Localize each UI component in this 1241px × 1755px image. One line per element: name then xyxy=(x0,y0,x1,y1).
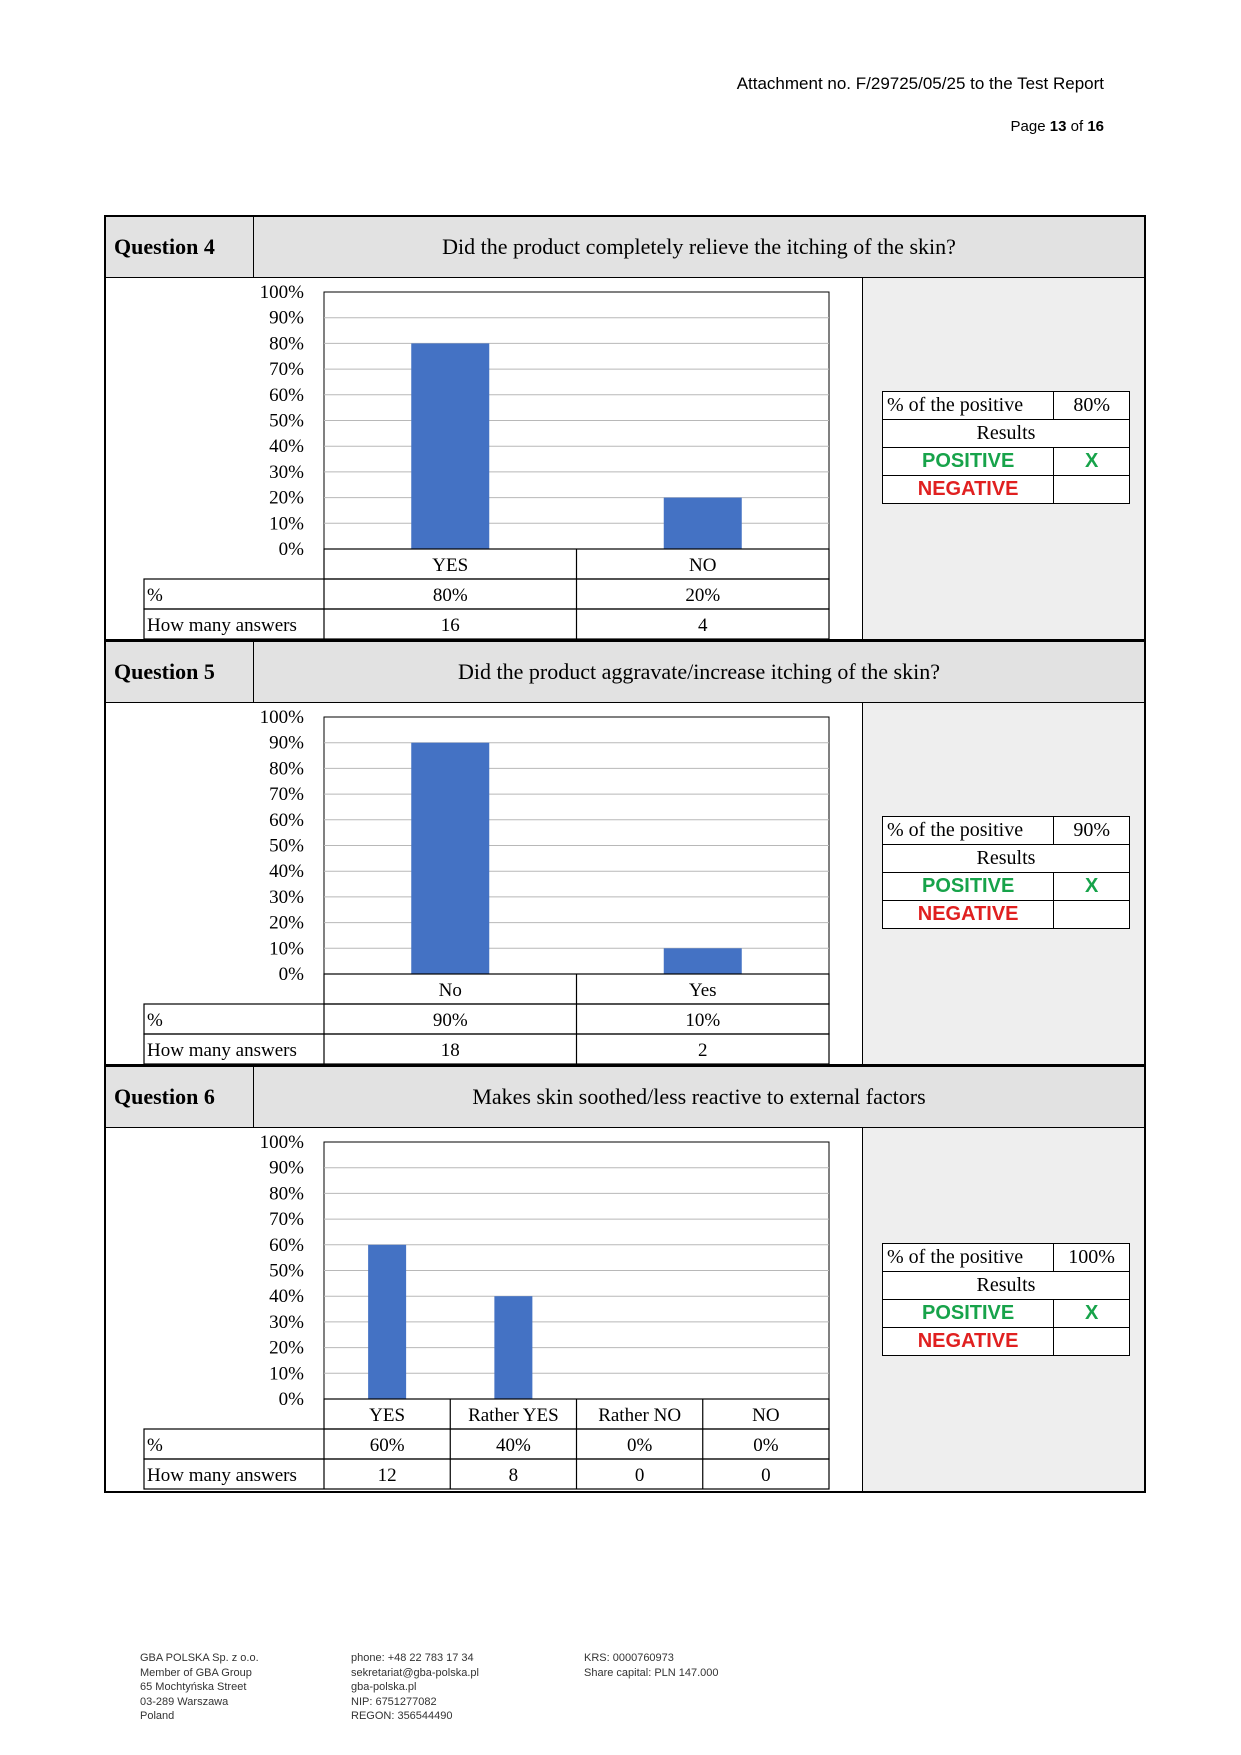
y-tick-label: 60% xyxy=(269,809,304,831)
y-tick-label: 10% xyxy=(269,1363,304,1385)
y-tick-label: 100% xyxy=(259,282,304,303)
y-tick-label: 50% xyxy=(269,1260,304,1282)
positive-label: POSITIVE xyxy=(883,448,1054,476)
page-total: 16 xyxy=(1087,118,1104,135)
percent-cell: 0% xyxy=(753,1435,779,1456)
footer-line: phone: +48 22 783 17 34 xyxy=(351,1652,474,1664)
negative-label: NEGATIVE xyxy=(883,476,1054,504)
percent-cell: 40% xyxy=(495,1435,531,1456)
results-label: Results xyxy=(883,1272,1130,1300)
y-tick-label: 20% xyxy=(269,487,304,509)
y-tick-label: 40% xyxy=(269,861,304,883)
category-label: YES xyxy=(432,555,469,576)
results-panel xyxy=(862,1128,1144,1491)
percent-cell: 0% xyxy=(626,1435,653,1456)
footer-line: 65 Mochtyńska Street xyxy=(140,1681,247,1693)
negative-mark xyxy=(1054,476,1130,504)
y-tick-label: 0% xyxy=(278,964,304,985)
y-tick-label: 100% xyxy=(259,1132,304,1153)
question-header xyxy=(106,1067,1144,1128)
count-cell: 4 xyxy=(698,615,708,636)
footer-line: GBA POLSKA Sp. z o.o. xyxy=(140,1652,259,1664)
y-tick-label: 70% xyxy=(269,1209,304,1231)
question-block-4 xyxy=(104,215,1146,641)
y-tick-label: 20% xyxy=(269,1337,304,1359)
y-tick-label: 70% xyxy=(269,784,304,806)
count-cell: 0 xyxy=(634,1465,645,1486)
row-label: How many answers xyxy=(147,1465,297,1486)
results-table xyxy=(882,391,1130,504)
footer-contact xyxy=(351,1651,479,1724)
bar-chart xyxy=(106,1128,862,1490)
percent-cell: 90% xyxy=(432,1010,468,1031)
page-current: 13 xyxy=(1049,118,1067,135)
bar-no xyxy=(664,498,742,549)
percent-positive-label: % of the positive xyxy=(883,817,1054,845)
category-label: Yes xyxy=(688,980,717,1001)
category-label: Rather NO xyxy=(598,1405,682,1426)
bar-yes xyxy=(411,343,489,549)
footer-line: 03-289 Warszawa xyxy=(140,1695,229,1708)
y-tick-label: 50% xyxy=(269,410,304,432)
category-label: Rather YES xyxy=(468,1405,559,1426)
row-label: % xyxy=(147,585,163,606)
count-cell: 16 xyxy=(440,615,460,636)
bar-yes xyxy=(664,948,742,974)
results-panel xyxy=(862,278,1144,639)
y-tick-label: 80% xyxy=(269,333,304,355)
results-label: Results xyxy=(883,845,1130,873)
y-tick-label: 80% xyxy=(269,1183,304,1205)
footer-line: Member of GBA Group xyxy=(140,1666,252,1679)
footer-line: gba-polska.pl xyxy=(351,1681,417,1693)
category-label: No xyxy=(438,980,462,1001)
percent-positive-value: 100% xyxy=(1054,1244,1130,1272)
y-tick-label: 70% xyxy=(269,359,304,381)
count-cell: 2 xyxy=(698,1040,708,1061)
table-row xyxy=(144,1004,829,1034)
percent-positive-value: 90% xyxy=(1054,817,1130,845)
attachment-reference: Attachment no. F/29725/05/25 to the Test Report xyxy=(736,74,1104,93)
table-row xyxy=(144,1429,829,1459)
row-label: % xyxy=(147,1010,163,1031)
footer-line: Poland xyxy=(140,1710,175,1722)
count-cell: 18 xyxy=(440,1040,460,1061)
row-label: How many answers xyxy=(147,1040,297,1061)
footer-registry xyxy=(584,1651,719,1680)
question-label: Question 5 xyxy=(106,642,254,702)
count-cell: 8 xyxy=(508,1465,519,1486)
y-tick-label: 50% xyxy=(269,835,304,857)
count-cell: 12 xyxy=(377,1465,397,1486)
question-title: Did the product aggravate/increase itching of the skin? xyxy=(458,659,940,684)
y-tick-label: 30% xyxy=(269,886,304,908)
y-tick-label: 0% xyxy=(278,539,304,560)
footer-line: sekretariat@gba-polska.pl xyxy=(351,1666,479,1679)
results-table xyxy=(882,1243,1130,1356)
page-of: of xyxy=(1070,118,1084,135)
footer-line: NIP: 6751277082 xyxy=(351,1695,437,1708)
y-tick-label: 30% xyxy=(269,461,304,483)
negative-label: NEGATIVE xyxy=(883,1328,1054,1356)
bar-rather-yes xyxy=(494,1296,532,1399)
question-header xyxy=(106,217,1144,278)
y-tick-label: 90% xyxy=(269,1157,304,1179)
category-label: NO xyxy=(752,1405,780,1426)
footer-company xyxy=(140,1651,259,1724)
table-row xyxy=(144,579,829,609)
question-title: Did the product completely relieve the itching of the skin? xyxy=(442,234,956,259)
y-tick-label: 60% xyxy=(269,384,304,406)
percent-cell: 20% xyxy=(685,585,721,606)
question-label: Question 6 xyxy=(106,1067,254,1127)
y-tick-label: 40% xyxy=(269,1286,304,1308)
results-table xyxy=(882,816,1130,929)
category-label: YES xyxy=(369,1405,406,1426)
count-cell: 0 xyxy=(761,1465,771,1486)
negative-mark xyxy=(1054,901,1130,929)
bar-yes xyxy=(368,1245,406,1399)
percent-positive-label: % of the positive xyxy=(883,392,1054,420)
question-header xyxy=(106,642,1144,703)
page-number xyxy=(1011,118,1104,135)
y-tick-label: 0% xyxy=(278,1389,304,1410)
y-tick-label: 100% xyxy=(259,707,304,728)
footer-line: REGON: 356544490 xyxy=(351,1710,453,1722)
row-label: % xyxy=(147,1435,163,1456)
y-tick-label: 90% xyxy=(269,732,304,754)
y-tick-label: 60% xyxy=(269,1234,304,1256)
positive-label: POSITIVE xyxy=(883,873,1054,901)
percent-cell: 80% xyxy=(432,585,468,606)
category-label: NO xyxy=(689,555,717,576)
bar-chart xyxy=(106,278,862,640)
footer-line: KRS: 0000760973 xyxy=(584,1652,674,1664)
y-tick-label: 90% xyxy=(269,307,304,329)
negative-mark xyxy=(1054,1328,1130,1356)
question-block-5 xyxy=(104,640,1146,1066)
question-block-6 xyxy=(104,1065,1146,1493)
bar-chart xyxy=(106,703,862,1065)
results-panel xyxy=(862,703,1144,1064)
negative-label: NEGATIVE xyxy=(883,901,1054,929)
positive-mark: X xyxy=(1054,1300,1130,1328)
row-label: How many answers xyxy=(147,615,297,636)
positive-mark: X xyxy=(1054,873,1130,901)
y-tick-label: 40% xyxy=(269,436,304,458)
positive-label: POSITIVE xyxy=(883,1300,1054,1328)
percent-cell: 60% xyxy=(369,1435,405,1456)
bar-no xyxy=(411,743,489,974)
positive-mark: X xyxy=(1054,448,1130,476)
y-tick-label: 20% xyxy=(269,912,304,934)
question-label: Question 4 xyxy=(106,217,254,277)
y-tick-label: 10% xyxy=(269,938,304,960)
question-title: Makes skin soothed/less reactive to external factors xyxy=(472,1084,926,1109)
y-tick-label: 30% xyxy=(269,1311,304,1333)
percent-cell: 10% xyxy=(685,1010,721,1031)
y-tick-label: 80% xyxy=(269,758,304,780)
footer-line: Share capital: PLN 147.000 xyxy=(584,1666,719,1679)
percent-positive-value: 80% xyxy=(1054,392,1130,420)
page-prefix: Page xyxy=(1010,118,1046,135)
results-label: Results xyxy=(883,420,1130,448)
percent-positive-label: % of the positive xyxy=(883,1244,1054,1272)
y-tick-label: 10% xyxy=(269,513,304,535)
